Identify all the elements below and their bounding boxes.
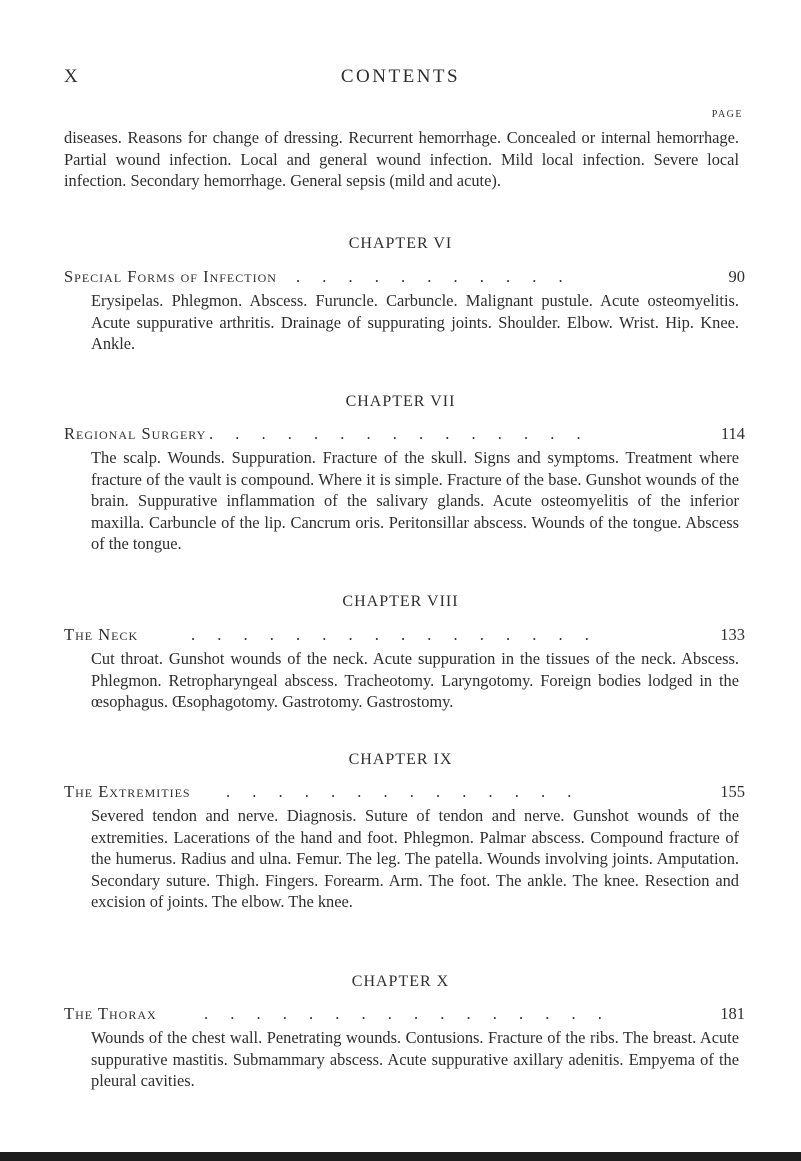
chapter-summary: [64, 1027, 739, 1092]
toc-entry-page: 133: [720, 625, 745, 644]
chapter-summary-text: Erysipelas. Phlegmon. Abscess. Furuncle. Carbuncle. Malignant pustule. Acute osteomyelitis. Acute suppurative arthritis. Drainage of suppurating joints. Shoulder. Elbow. Wrist. Hip. Knee. Ankle.: [91, 291, 739, 354]
continued-summary: [64, 127, 739, 192]
chapter-summary: [64, 648, 739, 713]
toc-entry-title: The Neck: [64, 625, 139, 644]
toc-entry-title: Regional Surgery: [64, 424, 207, 443]
toc-entry[interactable]: [64, 424, 745, 446]
toc-entry[interactable]: [64, 1004, 745, 1026]
toc-entry-page: 181: [720, 1004, 745, 1023]
chapter-summary: [64, 447, 739, 555]
toc-entry-page: 90: [728, 267, 745, 286]
toc-entry-title: Special Forms of Infection: [64, 267, 277, 286]
toc-entry-title: The Extremities: [64, 782, 191, 801]
continued-summary-text: diseases. Reasons for change of dressing. Recurrent hemorrhage. Concealed or internal hemorrhage. Partial wound infection. Local and general wound infection. Mild local infection. Severe local infection. Secondary hemorrhage. General sepsis (mild and acute).: [64, 128, 739, 191]
toc-entry[interactable]: [64, 267, 745, 289]
chapter-heading: CHAPTER VI: [348, 235, 453, 252]
chapter-heading: CHAPTER VII: [345, 393, 456, 410]
toc-entry[interactable]: [64, 625, 745, 647]
toc-entry-page: 155: [720, 782, 745, 801]
chapter-summary-text: Severed tendon and nerve. Diagnosis. Suture of tendon and nerve. Gunshot wounds of the extremities. Lacerations of the hand and foot. Phlegmon. Palmar abscess. Compound fracture of the humerus. Radius and ulna. Femur. The leg. The patella. Wounds involving joints. Amputation. Secondary suture. Thigh. Fingers. Forearm. Arm. The foot. The ankle. The knee. Resection and excision of joints. The elbow. The knee.: [91, 806, 739, 912]
scan-edge: [0, 1152, 801, 1161]
chapter-summary-text: The scalp. Wounds. Suppuration. Fracture of the skull. Signs and symptoms. Treatment where fracture of the vault is compound. Where it is simple. Fracture of the base. Gunshot wounds of the brain. Suppurative inflammation of the salivary glands. Acute osteomyelitis of the inferior maxilla. Carbuncle of the lip. Cancrum oris. Peritonsillar abscess. Wounds of the tongue. Abscess of the tongue.: [91, 448, 739, 554]
chapter-heading: CHAPTER X: [351, 973, 450, 990]
dot-leader: . . . . . . . . . . . . . .: [226, 782, 581, 801]
chapter-heading: CHAPTER IX: [348, 751, 453, 768]
chapter-summary-text: Wounds of the chest wall. Penetrating wounds. Contusions. Fracture of the ribs. The breast. Acute suppurative mastitis. Submammary abscess. Acute suppurative axillary adenitis. Empyema of the pleural cavities.: [91, 1028, 739, 1091]
toc-entry-title: The Thorax: [64, 1004, 157, 1023]
dot-leader: . . . . . . . . . . . . . . . .: [191, 625, 598, 644]
page-number: X: [64, 66, 79, 87]
running-head: [0, 66, 801, 90]
dot-leader: . . . . . . . . . . . . . . .: [209, 424, 590, 443]
dot-leader: . . . . . . . . . . . . . . . .: [204, 1004, 611, 1023]
chapter-heading: CHAPTER VIII: [342, 593, 459, 610]
chapter-summary-text: Cut throat. Gunshot wounds of the neck. Acute suppuration in the tissues of the neck. Abscess. Phlegmon. Retropharyngeal abscess. Tracheotomy. Laryngotomy. Foreign bodies lodged in the œsophagus. Œsophagotomy. Gastrotomy. Gastrostomy.: [91, 649, 739, 712]
toc-entry-page: 114: [720, 424, 745, 443]
chapter-summary: [64, 290, 739, 355]
toc-entry[interactable]: [64, 782, 745, 804]
dot-leader: . . . . . . . . . . .: [296, 267, 572, 286]
chapter-summary: [64, 805, 739, 913]
running-title: CONTENTS: [340, 66, 461, 87]
page-column-label: PAGE: [711, 109, 743, 120]
